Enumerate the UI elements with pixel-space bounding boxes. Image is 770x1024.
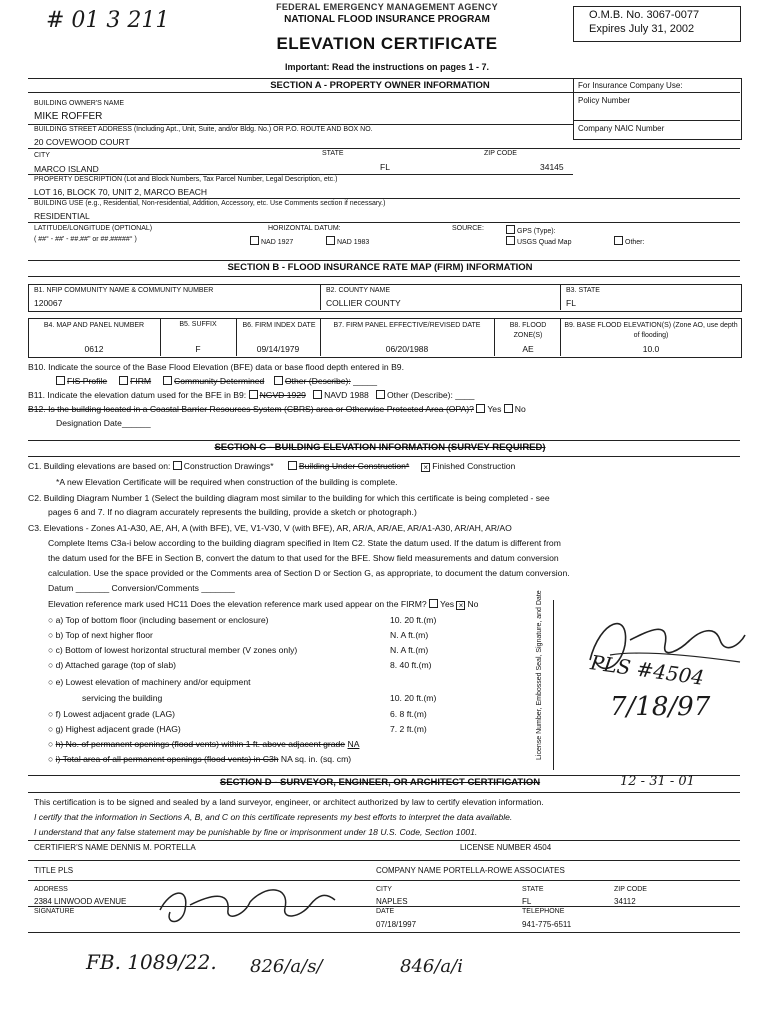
section-b-title: SECTION B - FLOOD INSURANCE RATE MAP (FIRM) INFORMATION <box>227 262 533 273</box>
c3d-label: ○ d) Attached garage (top of slab) <box>48 660 176 670</box>
b10-firm-checkbox[interactable] <box>119 376 128 385</box>
b8-label: B8. FLOOD ZONE(S) <box>509 322 547 339</box>
usgs-option[interactable]: USGS Quad Map <box>506 236 571 246</box>
usgs-checkbox[interactable] <box>506 236 515 245</box>
b5-value: F <box>195 344 201 354</box>
handwritten-id: # 01 3 211 <box>46 8 170 33</box>
horizontal-datum-label: HORIZONTAL DATUM: <box>268 225 341 232</box>
c3h-label: ○ h) No. of permanent openings (flood vents) within 1 ft. above adjacent grade NA <box>48 739 360 749</box>
city-label: CITY <box>34 152 50 159</box>
b10-community-checkbox[interactable] <box>163 376 172 385</box>
certifier-name: CERTIFIER'S NAME DENNIS M. PORTELLA <box>34 843 196 852</box>
c3a-value: 10. 20 ft.(m) <box>390 615 437 625</box>
certifier-title: TITLE PLS <box>34 866 74 875</box>
c1-text: C1. Building elevations are based on: Construction Drawings* Building Under Construction* × Finished Construction <box>28 461 516 472</box>
important-note: Important: Read the instructions on pages 1 - 7. <box>284 62 490 72</box>
policy-number-label: Policy Number <box>578 96 631 105</box>
signature-label: SIGNATURE <box>34 908 75 915</box>
section-d-title: SECTION D - SURVEYOR, ENGINEER, OR ARCHITECT CERTIFICATION <box>219 777 541 788</box>
section-d-hw-date: 12 - 31 - 01 <box>620 774 695 789</box>
section-a-title: SECTION A - PROPERTY OWNER INFORMATION <box>270 80 490 91</box>
footer-hw-b: 826/a/s/ <box>250 956 323 977</box>
b10-other-checkbox[interactable] <box>274 376 283 385</box>
addr-value: 2384 LINWOOD AVENUE <box>34 897 127 906</box>
b12-text: B12. Is the building located in a Coastal Barrier Resources System (CBRS) area or Otherwise Protected Area (OPA)? Yes No <box>28 404 526 414</box>
cert-p3: I understand that any false statement may be punishable by fine or imprisonment under 18 U.S. Code, Section 1001. <box>34 827 478 837</box>
c3b-value: N. A ft.(m) <box>390 630 429 640</box>
certifier-signature <box>150 880 340 930</box>
source-label: SOURCE: <box>452 225 484 232</box>
c3-text-e: Datum _______ Conversion/Comments _______ <box>48 583 235 593</box>
c2-text-b: pages 6 and 7. If no diagram accurately represents the building, provide a sketch or photograph.) <box>48 507 417 517</box>
other-source-checkbox[interactable] <box>614 236 623 245</box>
b6-label: B6. FIRM INDEX DATE <box>242 322 316 329</box>
b11-text: B11. Indicate the elevation datum used for the BFE in B9: NGVD 1929 NAVD 1988 Other (Describe): ____ <box>28 390 475 400</box>
b1-value: 120067 <box>34 298 63 308</box>
property-desc-label: PROPERTY DESCRIPTION (Lot and Block Numbers, Tax Parcel Number, Legal Description, etc.) <box>34 176 338 183</box>
d-city-label: CITY <box>376 886 392 893</box>
c3f-value: 6. 8 ft.(m) <box>390 709 427 719</box>
b9-value: 10.0 <box>642 344 660 354</box>
c3b-label: ○ b) Top of next higher floor <box>48 630 153 640</box>
c3-text-d: calculation. Use the space provided or the Comments area of Section D or Section G, as appropriate, to document the datum conversion. <box>48 568 570 578</box>
erm-yes-checkbox[interactable] <box>429 599 438 608</box>
company-name: COMPANY NAME PORTELLA-ROWE ASSOCIATES <box>376 866 565 875</box>
c3i-label: ○ i) Total area of all permanent openings (flood vents) in C3h NA sq. in. (sq. cm) <box>48 754 352 764</box>
seal-pls: PLS #4504 <box>588 650 706 690</box>
b10-options: FIS Profile FIRM Community Determined Other (Describe): _____ <box>56 376 377 386</box>
other-source-option[interactable]: Other: <box>614 236 644 246</box>
c1-note: *A new Elevation Certificate will be required when construction of the building is complete. <box>56 477 398 487</box>
zip-value: 34145 <box>540 162 564 172</box>
owner-name-label: BUILDING OWNER'S NAME <box>34 100 125 107</box>
section-c-title: SECTION C - BUILDING ELEVATION INFORMATION (SURVEY REQUIRED) <box>214 442 546 453</box>
d-zip-value: 34112 <box>614 897 636 906</box>
b11-other-checkbox[interactable] <box>376 390 385 399</box>
cert-p2: I certify that the information in Sections A, B, and C on this certificate represents my best efforts to interpret the data available. <box>34 812 513 822</box>
address-value: 20 COVEWOOD COURT <box>34 137 130 147</box>
erm-no-checkbox[interactable]: × <box>456 601 465 610</box>
c2-text-a: C2. Building Diagram Number 1 (Select the building diagram most similar to the building for which this certificate is being completed - see <box>28 493 550 503</box>
nad1983-option[interactable]: NAD 1983 <box>326 236 369 246</box>
d-date-value: 07/18/1997 <box>376 920 417 929</box>
c3e-value: 10. 20 ft.(m) <box>390 693 437 703</box>
b2-label: B2. COUNTY NAME <box>326 287 391 294</box>
footer-hw-a: FB. 1089/22. <box>86 950 217 974</box>
b12-no-checkbox[interactable] <box>504 404 513 413</box>
nad1927-option[interactable]: NAD 1927 <box>250 236 293 246</box>
telephone-value: 941-775-6511 <box>522 920 572 929</box>
license-number: LICENSE NUMBER 4504 <box>460 843 552 852</box>
b10-text: B10. Indicate the source of the Base Flood Elevation (BFE) data or base flood depth entered in B9. <box>28 362 404 372</box>
c3f-label: ○ f) Lowest adjacent grade (LAG) <box>48 709 176 719</box>
c3-text-b: Complete Items C3a-i below according to the building diagram specified in Item C2. State the datum used. If the datum is different from <box>48 538 561 548</box>
city-value: MARCO ISLAND <box>34 164 99 174</box>
c3e-label-2: servicing the building <box>82 693 163 703</box>
b4-label: B4. MAP AND PANEL NUMBER <box>43 322 145 329</box>
b12-yes-checkbox[interactable] <box>476 404 485 413</box>
b2-value: COLLIER COUNTY <box>326 298 401 308</box>
state-value: FL <box>380 162 390 172</box>
property-desc-value: LOT 16, BLOCK 70, UNIT 2, MARCO BEACH <box>34 187 208 197</box>
c3c-label: ○ c) Bottom of lowest horizontal structural member (V zones only) <box>48 645 298 655</box>
c1-drawings-checkbox[interactable] <box>173 461 182 470</box>
naic-number-label: Company NAIC Number <box>578 124 665 133</box>
b8-value: AE <box>522 344 534 354</box>
d-state-value: FL <box>522 897 532 906</box>
d-date-label: DATE <box>376 908 395 915</box>
c3a-label: ○ a) Top of bottom floor (including basement or enclosure) <box>48 615 269 625</box>
b7-label: B7. FIRM PANEL EFFECTIVE/REVISED DATE <box>333 322 481 329</box>
state-label: STATE <box>322 150 344 157</box>
c1-finished-checkbox[interactable]: × <box>421 463 430 472</box>
latlong-format: ( ##° - ##' - ##.##" or ##.#####° ) <box>34 236 137 243</box>
c3g-value: 7. 2 ft.(m) <box>390 724 427 734</box>
footer-hw-c: 846/a/i <box>400 956 463 977</box>
page-title: ELEVATION CERTIFICATE <box>276 34 498 53</box>
b3-value: FL <box>566 298 576 308</box>
b11-navd-checkbox[interactable] <box>313 390 322 399</box>
addr-label: ADDRESS <box>34 886 68 893</box>
c1-under-construction-checkbox[interactable] <box>288 461 297 470</box>
d-zip-label: ZIP CODE <box>614 886 647 893</box>
b9-label: B9. BASE FLOOD ELEVATION(S) (Zone AO, use depth of flooding) <box>564 322 738 339</box>
cert-p1: This certification is to be signed and sealed by a land surveyor, engineer, or architect authorized by law to certify elevation information. <box>34 797 544 807</box>
zip-label: ZIP CODE <box>484 150 517 157</box>
address-label: BUILDING STREET ADDRESS (Including Apt., Unit, Suite, and/or Bldg. No.) OR P.O. ROUTE AND BOX NO. <box>34 126 373 133</box>
c3-text-c: the datum used for the BFE in Section B, convert the datum to that used for the BFE. Show field measurements and datum conversion <box>48 553 559 563</box>
b4-value: 0612 <box>84 344 104 354</box>
b6-value: 09/14/1979 <box>256 344 300 354</box>
b12-designation-date: Designation Date______ <box>56 418 151 428</box>
c3d-value: 8. 40 ft.(m) <box>390 660 432 670</box>
program-name: NATIONAL FLOOD INSURANCE PROGRAM <box>284 14 490 25</box>
c3e-label: ○ e) Lowest elevation of machinery and/or equipment <box>48 677 251 687</box>
gps-option[interactable]: GPS (Type): <box>506 225 556 235</box>
b5-label: B5. SUFFIX <box>179 321 217 328</box>
c3g-label: ○ g) Highest adjacent grade (HAG) <box>48 724 181 734</box>
b1-label: B1. NFIP COMMUNITY NAME & COMMUNITY NUMBER <box>34 287 214 294</box>
b11-ngvd-checkbox[interactable] <box>249 390 258 399</box>
d-city-value: NAPLES <box>376 897 408 906</box>
omb-number: O.M.B. No. 3067-0077 <box>589 9 700 21</box>
seal-label: License Number, Embossed Seal, Signature, and Date <box>536 590 543 760</box>
building-use-label: BUILDING USE (e.g., Residential, Non-residential, Addition, Accessory, etc. Use Comments section if necessary.) <box>34 200 386 207</box>
b7-value: 06/20/1988 <box>385 344 429 354</box>
agency-top: FEDERAL EMERGENCY MANAGEMENT AGENCY <box>276 2 498 12</box>
gps-checkbox[interactable] <box>506 225 515 234</box>
b3-label: B3. STATE <box>566 287 600 294</box>
telephone-label: TELEPHONE <box>522 908 565 915</box>
d-state-label: STATE <box>522 886 544 893</box>
c3c-value: N. A ft.(m) <box>390 645 429 655</box>
seal-date: 7/18/97 <box>610 692 711 722</box>
omb-expires: Expires July 31, 2002 <box>589 23 695 35</box>
erm-text: Elevation reference mark used HC11 Does the elevation reference mark used appear on the FIRM? Yes × No <box>48 599 479 610</box>
c3-text-a: C3. Elevations - Zones A1-A30, AE, AH, A (with BFE), VE, V1-V30, V (with BFE), AR, AR/A, AR/AE, AR/A1-A30, AR/AH, AR/AO <box>28 523 512 533</box>
owner-name-value: MIKE ROFFER <box>34 111 103 122</box>
latlong-label: LATITUDE/LONGITUDE (OPTIONAL) <box>34 225 153 232</box>
b10-fis-checkbox[interactable] <box>56 376 65 385</box>
building-use-value: RESIDENTIAL <box>34 211 90 221</box>
nad1927-checkbox[interactable] <box>250 236 259 245</box>
insurance-use-label: For Insurance Company Use: <box>578 81 683 90</box>
nad1983-checkbox[interactable] <box>326 236 335 245</box>
